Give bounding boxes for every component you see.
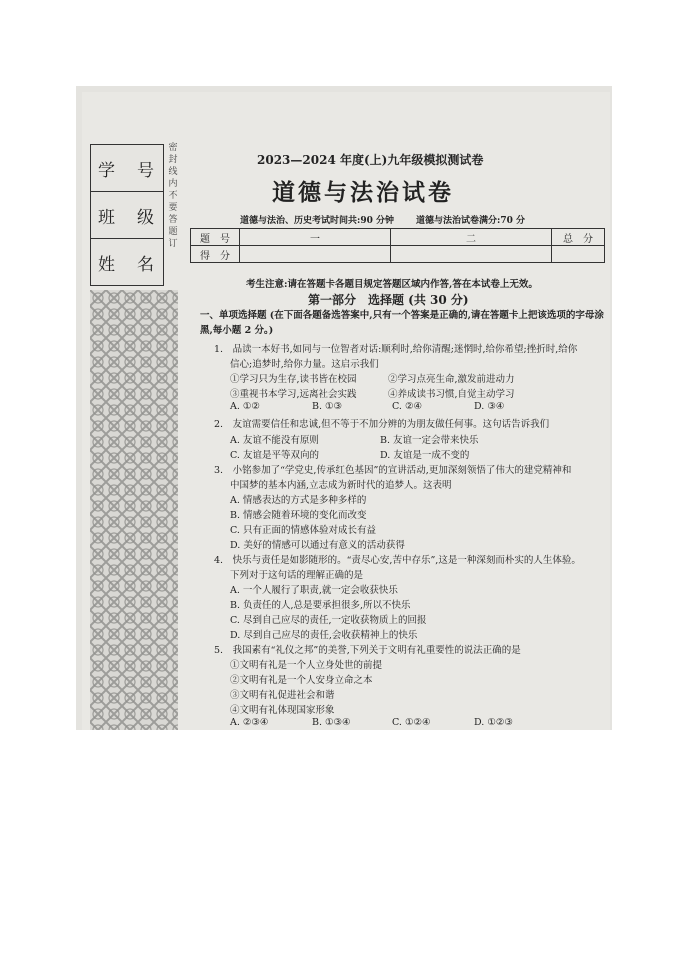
question-line: 下列对于这句话的理解正确的是	[230, 570, 364, 581]
answer-option: C. ①②④	[392, 717, 431, 728]
answer-option: D. 美好的情感可以通过有意义的活动获得	[230, 540, 405, 551]
decorative-pattern	[90, 290, 178, 730]
score-cell: 题 号	[191, 229, 240, 246]
question-line: 5. 我国素有“礼仪之邦”的美誉,下列关于文明有礼重要性的说法正确的是	[214, 645, 521, 656]
seal-line-text: 密 封 线 内 不 要 答 题 订	[168, 143, 178, 249]
score-cell: 得 分	[191, 246, 240, 263]
class-field	[91, 192, 163, 239]
student-info-box	[90, 144, 164, 286]
statement: ②文明有礼是一个人安身立命之本	[230, 675, 373, 686]
question-line: 1. 品读一本好书,如同与一位智者对话:顺利时,给你清醒;迷惘时,给你希望;挫折时,给你	[214, 344, 578, 355]
exam-title: 道德与法治试卷	[272, 179, 454, 206]
score-table	[190, 228, 605, 263]
score-cell	[552, 246, 605, 263]
score-cell: 一	[240, 229, 391, 246]
answer-option: B. ①③④	[312, 717, 351, 728]
field-char: 号	[137, 160, 156, 181]
exam-notice: 考生注意:请在答题卡各题目规定答题区域内作答,答在本试卷上无效。	[246, 279, 538, 290]
answer-option: D. ①②③	[474, 717, 513, 728]
field-char: 学	[98, 160, 117, 181]
answer-option: C. 只有正面的情感体验对成长有益	[230, 525, 376, 536]
answer-option: B. ①③	[312, 401, 343, 412]
answer-option: D. 友谊是一成不变的	[380, 450, 470, 461]
question-line: 信心;追梦时,给你力量。这启示我们	[230, 359, 379, 370]
score-cell	[391, 246, 552, 263]
statement: ③重视书本学习,远离社会实践	[230, 389, 357, 400]
statement: ①学习只为生存,读书皆在校园	[230, 374, 357, 385]
answer-option: C. ②④	[392, 401, 423, 412]
statement: ①文明有礼是一个人立身处世的前提	[230, 660, 383, 671]
statement: ④文明有礼体现国家形象	[230, 705, 335, 716]
answer-option: C. 友谊是平等双向的	[230, 450, 319, 461]
score-cell: 总 分	[552, 229, 605, 246]
answer-option: D. ③④	[474, 401, 505, 412]
exam-paper	[82, 92, 610, 730]
answer-option: A. ①②	[230, 401, 260, 412]
statement: ②学习点亮生命,激发前进动力	[388, 374, 515, 385]
exam-year: 2023—2024 年度(上)九年级模拟测试卷	[257, 153, 484, 167]
answer-option: C. 尽到自己应尽的责任,一定收获物质上的回报	[230, 615, 427, 626]
question-line: 4. 快乐与责任是如影随形的。“责尽心安,苦中存乐”,这是一种深刻而朴实的人生体验。	[214, 555, 581, 566]
answer-option: A. 友谊不能没有原则	[230, 435, 319, 446]
answer-option: B. 负责任的人,总是要承担很多,所以不快乐	[230, 600, 411, 611]
answer-option: A. 一个人履行了职责,就一定会收获快乐	[230, 585, 398, 596]
answer-option: B. 友谊一定会带来快乐	[380, 435, 479, 446]
field-char: 级	[137, 207, 156, 228]
part-title: 第一部分 选择题 (共 30 分)	[308, 293, 469, 307]
field-char: 姓	[98, 254, 117, 275]
question-line: 中国梦的基本内涵,立志成为新时代的追梦人。这表明	[230, 480, 452, 491]
answer-option: D. 尽到自己应尽的责任,会收获精神上的快乐	[230, 630, 418, 641]
answer-option: A. 情感表达的方式是多种多样的	[230, 495, 367, 506]
answer-option: A. ②③④	[230, 717, 269, 728]
score-cell: 二	[391, 229, 552, 246]
exam-time: 道德与法治、历史考试时间共:90 分钟	[240, 216, 394, 226]
statement: ③文明有礼促进社会和谐	[230, 690, 335, 701]
section-instruction: 一、单项选择题 (在下面各题备选答案中,只有一个答案是正确的,请在答题卡上把该选项的字母涂黑,每小题 2 分。)	[200, 310, 604, 336]
question-line: 2. 友谊需要信任和忠诚,但不等于不加分辨的为朋友做任何事。这句话告诉我们	[214, 419, 550, 430]
name-field	[91, 239, 163, 285]
score-cell	[240, 246, 391, 263]
exam-photo	[76, 86, 612, 730]
field-char: 班	[98, 207, 117, 228]
statement: ④养成读书习惯,自觉主动学习	[388, 389, 515, 400]
question-line: 3. 小铭参加了“学党史,传承红色基因”的宣讲活动,更加深刻领悟了伟大的建党精神和	[214, 465, 572, 476]
full-score: 道德与法治试卷满分:70 分	[416, 216, 525, 226]
student-id-field	[91, 145, 163, 192]
field-char: 名	[137, 254, 156, 275]
answer-option: B. 情感会随着环境的变化而改变	[230, 510, 367, 521]
